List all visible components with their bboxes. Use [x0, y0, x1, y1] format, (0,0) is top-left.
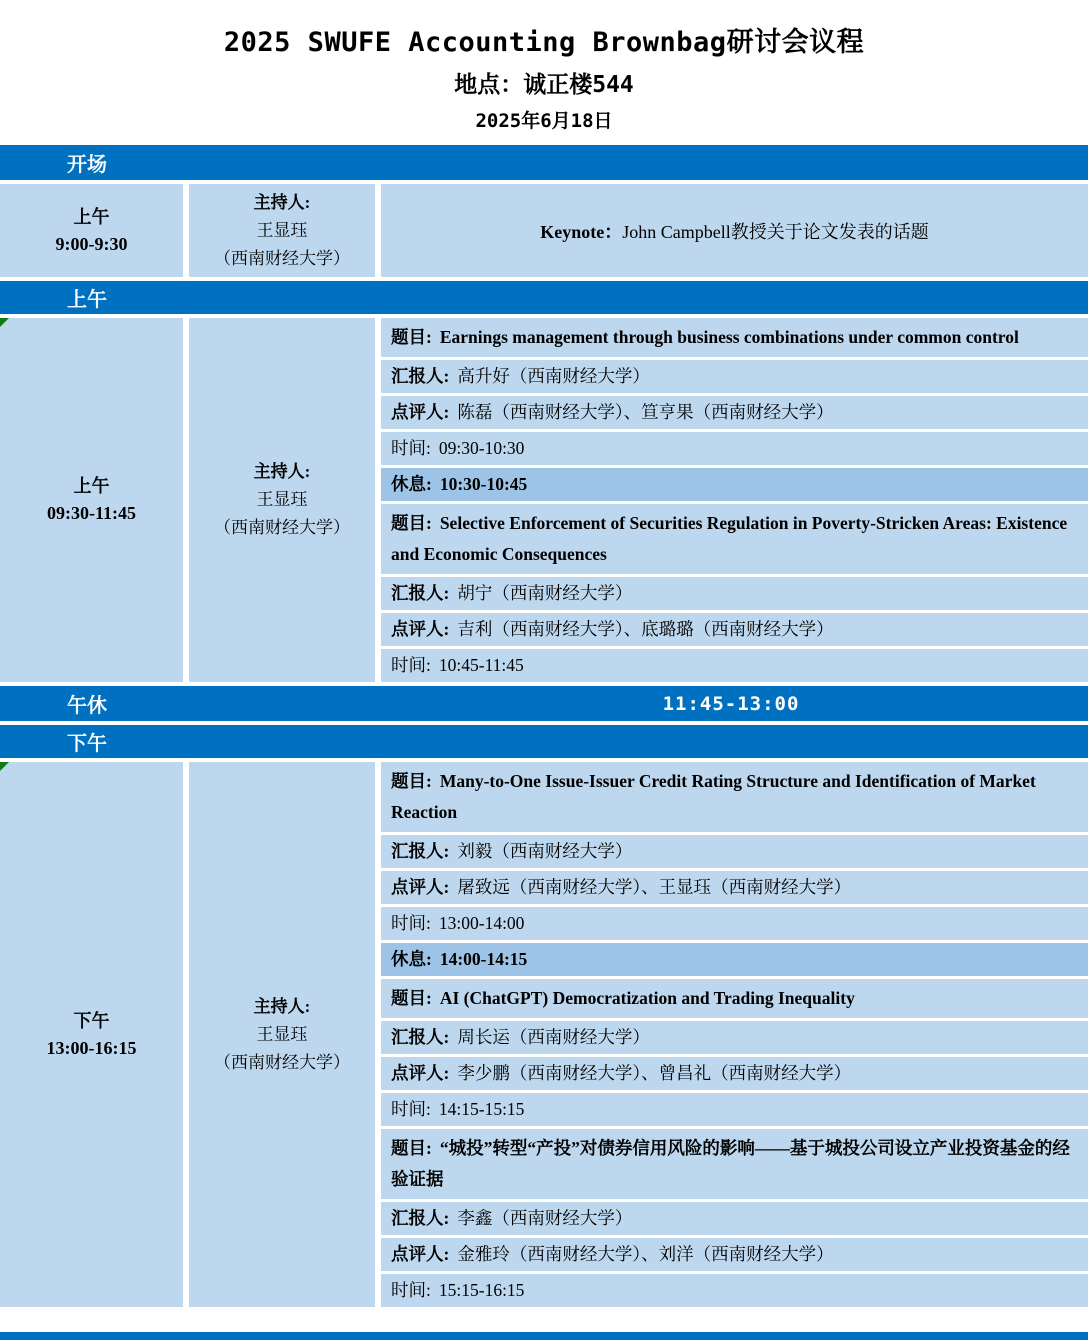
- lunch-time-range: 11:45-13:00: [662, 692, 800, 715]
- presenter-text: 周长运（西南财经大学）: [457, 1027, 650, 1047]
- host-name: 王显珏: [256, 490, 308, 509]
- host-name: 王显珏: [256, 1024, 308, 1044]
- presenter-label: 汇报人:: [391, 841, 450, 861]
- time-text: 14:15-15:15: [438, 1099, 525, 1119]
- clipped-bottom-section-bar: [0, 1332, 1088, 1340]
- talk-time-row: [381, 1093, 1088, 1126]
- presenter-text: 刘毅（西南财经大学）: [457, 841, 633, 861]
- topic-text: Earnings management through business combinations under common control: [439, 327, 1019, 347]
- topic-label: 题目:: [391, 1138, 432, 1158]
- host-affiliation: （西南财经大学）: [214, 1052, 350, 1072]
- topic-label: 题目:: [391, 988, 432, 1008]
- talk-topic-row: [381, 504, 1088, 574]
- opening-row: [0, 184, 1088, 277]
- morning-details: [381, 318, 1088, 682]
- talk-discussant-row: [381, 1057, 1088, 1090]
- host-affiliation: （西南财经大学）: [214, 248, 350, 268]
- break-row: [381, 943, 1088, 976]
- morning-time-period: 上午: [73, 476, 110, 496]
- discussant-text: 金雅玲（西南财经大学）、刘洋（西南财经大学）: [457, 1244, 834, 1264]
- lunch-bar: [0, 686, 1088, 721]
- opening-time-period: 上午: [73, 206, 110, 227]
- talk-time-row: [381, 649, 1088, 682]
- afternoon-time-cell: [0, 762, 183, 1307]
- talk-presenter-row: [381, 577, 1088, 610]
- host-affiliation: （西南财经大学）: [214, 518, 350, 537]
- topic-text: “城投”转型“产投”对债券信用风险的影响——基于城投公司设立产业投资基金的经验证据: [391, 1138, 1070, 1189]
- topic-label: 题目:: [391, 771, 432, 791]
- presenter-label: 汇报人:: [391, 1208, 450, 1228]
- time-label: 时间:: [391, 1099, 431, 1119]
- presenter-text: 高升好（西南财经大学）: [457, 366, 650, 386]
- time-text: 09:30-10:30: [438, 438, 525, 458]
- topic-label: 题目:: [391, 513, 432, 533]
- presenter-label: 汇报人:: [391, 583, 450, 603]
- talk-discussant-row: [381, 871, 1088, 904]
- talk-presenter-row: [381, 360, 1088, 393]
- doc-title: 2025 SWUFE Accounting Brownbag研讨会议程: [223, 27, 865, 58]
- morning-time-cell: [0, 318, 183, 682]
- afternoon-session-row: [0, 762, 1088, 1307]
- host-label: 主持人:: [253, 996, 311, 1016]
- opening-time-range: 9:00-9:30: [55, 233, 128, 254]
- talk-discussant-row: [381, 613, 1088, 646]
- host-name: 王显珏: [256, 220, 308, 240]
- lunch-label: 午休: [67, 695, 107, 717]
- opening-host-cell: [189, 184, 375, 277]
- afternoon-time-period: 下午: [73, 1010, 110, 1031]
- break-label: 休息:: [391, 474, 432, 494]
- break-row: [381, 468, 1088, 501]
- presenter-label: 汇报人:: [391, 366, 450, 386]
- talk-topic-row: [381, 318, 1088, 357]
- host-label: 主持人:: [253, 192, 311, 212]
- title-block: [0, 0, 1088, 145]
- presenter-text: 胡宁（西南财经大学）: [457, 583, 633, 603]
- time-text: 15:15-16:15: [438, 1280, 525, 1300]
- morning-host-cell: [189, 318, 375, 682]
- discussant-text: 陈磊（西南财经大学）、笪亨果（西南财经大学）: [457, 402, 834, 422]
- morning-session-row: [0, 318, 1088, 682]
- doc-location: 地点：诚正楼544: [454, 72, 634, 98]
- break-time-text: 14:00-14:15: [439, 949, 528, 969]
- presenter-label: 汇报人:: [391, 1027, 450, 1047]
- section-bar-opening: [0, 145, 1088, 180]
- time-label: 时间:: [391, 655, 431, 675]
- host-label: 主持人:: [253, 462, 311, 481]
- topic-label: 题目:: [391, 327, 432, 347]
- opening-time-cell: [0, 184, 183, 277]
- afternoon-time-range: 13:00-16:15: [46, 1037, 137, 1058]
- discussant-label: 点评人:: [391, 877, 450, 897]
- time-text: 10:45-11:45: [438, 655, 524, 675]
- talk-topic-row: [381, 979, 1088, 1018]
- talk-presenter-row: [381, 1021, 1088, 1054]
- discussant-label: 点评人:: [391, 1063, 450, 1083]
- discussant-label: 点评人:: [391, 1244, 450, 1264]
- talk-time-row: [381, 1274, 1088, 1307]
- talk-presenter-row: [381, 835, 1088, 868]
- discussant-text: 吉利（西南财经大学）、底璐璐（西南财经大学）: [457, 619, 834, 639]
- section-bar-opening-label: 开场: [67, 154, 107, 176]
- discussant-label: 点评人:: [391, 619, 450, 639]
- agenda-table: [0, 145, 1088, 1307]
- talk-time-row: [381, 432, 1088, 465]
- talk-presenter-row: [381, 1202, 1088, 1235]
- break-time-text: 10:30-10:45: [439, 474, 528, 494]
- afternoon-details: [381, 762, 1088, 1307]
- presenter-text: 李鑫（西南财经大学）: [457, 1208, 633, 1228]
- topic-text: AI (ChatGPT) Democratization and Trading Inequality: [439, 988, 855, 1008]
- discussant-text: 屠致远（西南财经大学）、王显珏（西南财经大学）: [457, 877, 852, 897]
- talk-time-row: [381, 907, 1088, 940]
- talk-discussant-row: [381, 396, 1088, 429]
- morning-time-range: 09:30-11:45: [47, 503, 136, 523]
- time-label: 时间:: [391, 1280, 431, 1300]
- keynote-label: Keynote：: [540, 221, 623, 242]
- time-label: 时间:: [391, 913, 431, 933]
- section-bar-afternoon: [0, 725, 1088, 758]
- section-bar-morning: [0, 281, 1088, 314]
- discussant-label: 点评人:: [391, 402, 450, 422]
- talk-discussant-row: [381, 1238, 1088, 1271]
- cell-flag-triangle: [0, 762, 9, 771]
- afternoon-host-cell: [189, 762, 375, 1307]
- section-bar-morning-label: 上午: [67, 289, 107, 311]
- time-text: 13:00-14:00: [438, 913, 525, 933]
- cell-flag-triangle: [0, 318, 9, 327]
- break-label: 休息:: [391, 949, 432, 969]
- discussant-text: 李少鹏（西南财经大学）、曾昌礼（西南财经大学）: [457, 1063, 852, 1083]
- doc-date: 2025年6月18日: [475, 110, 613, 132]
- keynote-text: John Campbell教授关于论文发表的话题: [622, 221, 929, 242]
- topic-text: Selective Enforcement of Securities Regulation in Poverty-Stricken Areas: Existence and Economic Consequences: [391, 513, 1068, 564]
- time-label: 时间:: [391, 438, 431, 458]
- section-bar-afternoon-label: 下午: [67, 733, 107, 755]
- topic-text: Many-to-One Issue-Issuer Credit Rating Structure and Identification of Market Reaction: [391, 771, 1036, 822]
- talk-topic-row: [381, 762, 1088, 832]
- talk-topic-row: [381, 1129, 1088, 1199]
- keynote-cell: [381, 184, 1088, 277]
